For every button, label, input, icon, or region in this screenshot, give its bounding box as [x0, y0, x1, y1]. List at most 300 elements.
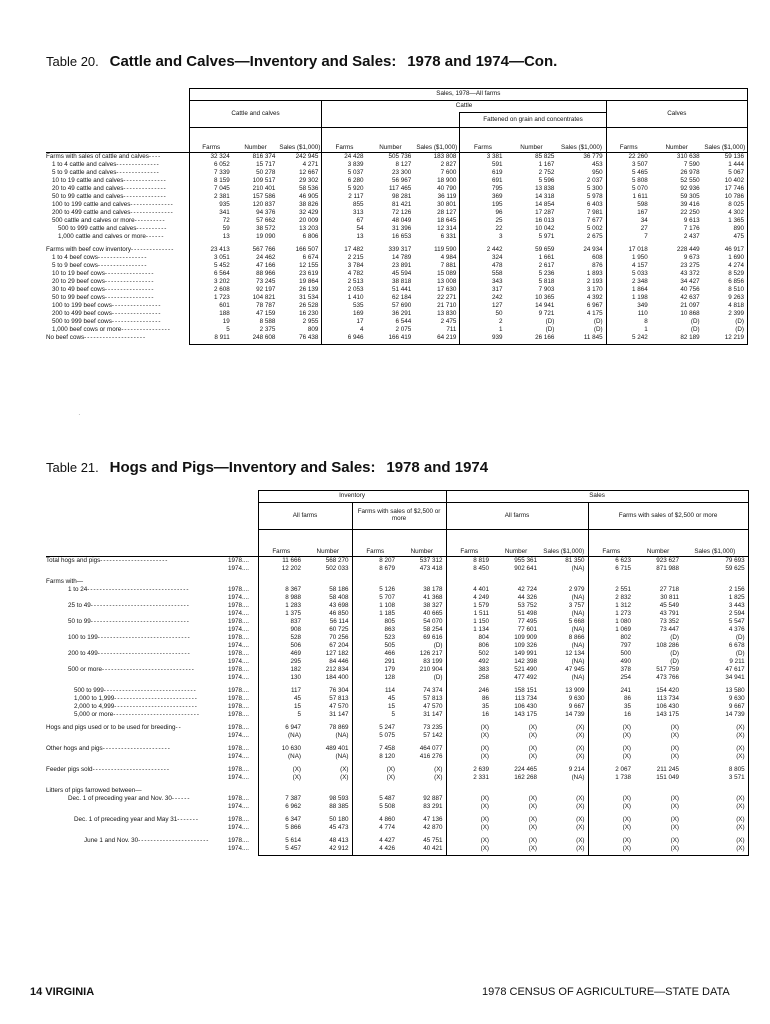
table-cell: 5 126 [352, 586, 398, 594]
table-cell: 8 367 [258, 586, 304, 594]
table-cell: 72 [189, 217, 233, 225]
row-year: 1978.... [228, 710, 250, 718]
table-cell: 4 984 [440, 253, 457, 261]
table-cell: 22 260 [606, 152, 651, 161]
table-cell: 908 [258, 626, 304, 634]
table-cell: 83 291 [423, 802, 443, 810]
table-cell: 6 856 [703, 278, 748, 286]
table-cell: 31 147 [423, 710, 443, 718]
table21-row [46, 674, 748, 682]
table-cell: 47 159 [256, 309, 276, 317]
table-cell [588, 578, 634, 586]
table-cell: 521 490 [514, 665, 538, 673]
table-cell: 34 941 [682, 674, 748, 682]
table-cell: (X) [682, 795, 748, 803]
table-cell: 4 401 [446, 586, 492, 594]
table-cell: 1 [606, 326, 651, 334]
table-cell: 2 639 [446, 766, 492, 774]
table-cell: 114 [352, 687, 398, 695]
table-cell: 182 [258, 666, 304, 674]
table-cell: 1 444 [703, 161, 748, 169]
table-cell: 41 368 [423, 593, 443, 601]
table-cell: 15 [258, 703, 304, 711]
table-cell: 568 270 [325, 556, 349, 564]
table-cell: 13 [322, 233, 367, 241]
table-cell: 113 734 [656, 694, 680, 702]
table-cell: (NA) [335, 731, 349, 739]
table21 [46, 490, 749, 856]
table-cell: 2 348 [606, 278, 651, 286]
table-cell: (X) [576, 794, 585, 802]
table-cell: (X) [670, 723, 680, 731]
table-cell: 45 [258, 695, 304, 703]
table-cell: 119 590 [434, 245, 457, 253]
table-cell: 1 375 [258, 610, 304, 618]
table-cell: 7 [606, 233, 651, 241]
table-cell: 711 [446, 325, 457, 333]
table-cell: (X) [588, 837, 634, 845]
table-cell: 7 981 [586, 208, 603, 216]
table-cell: 154 420 [656, 686, 680, 694]
table-cell: 113 734 [514, 694, 538, 702]
table-cell: 12 314 [437, 224, 457, 232]
table21-row [46, 556, 748, 565]
table-cell: 502 [446, 650, 492, 658]
table-cell [398, 578, 446, 586]
table-cell: 4 175 [586, 309, 603, 317]
table-cell: 2 156 [682, 586, 748, 594]
table-cell: 291 [352, 658, 398, 666]
table-cell: 528 [258, 634, 304, 642]
table-cell: 127 [460, 302, 506, 310]
table-cell: (D) [682, 634, 748, 642]
table-cell: 104 821 [252, 293, 276, 301]
footer-publication: 1978 CENSUS OF AGRICULTURE—STATE DATA [482, 986, 730, 998]
row-label: Farms with beef cow inventory-------------- [46, 245, 175, 253]
table-cell: (X) [576, 844, 585, 852]
table-cell: 475 [703, 233, 748, 241]
table-cell: (X) [528, 744, 538, 752]
table-cell: 1 950 [606, 254, 651, 262]
table-cell: 4 271 [302, 160, 319, 168]
t20-col-sales: Sales ($1,000) [414, 128, 460, 153]
table-cell: 5 075 [352, 732, 398, 740]
table-cell: 57 142 [423, 731, 443, 739]
table-cell: 127 182 [325, 649, 349, 657]
table-cell: 4 157 [606, 262, 651, 270]
table-cell: 59 659 [535, 245, 555, 253]
table21-row [46, 774, 748, 782]
table-cell: (X) [588, 745, 634, 753]
table-cell: 2 437 [683, 232, 700, 240]
table-cell: 59 136 [703, 152, 748, 161]
row-year: 1978.... [228, 686, 250, 694]
table-cell: 16 013 [535, 216, 555, 224]
table21-title-years: 1978 and 1974 [386, 459, 489, 476]
table-cell: 3 051 [189, 254, 233, 262]
table-cell: (X) [528, 802, 538, 810]
table-cell: 591 [460, 161, 506, 169]
table-cell: 923 627 [656, 556, 680, 564]
row-label: 10 to 19 cattle and calves-------------- [52, 176, 167, 184]
t21-col-farms: Farms [258, 530, 304, 557]
table21-row [46, 602, 748, 610]
table-cell: 36 291 [391, 309, 412, 317]
table-cell: 15 [352, 703, 398, 711]
table-cell: 505 736 [388, 152, 412, 160]
table-cell: 57 690 [391, 301, 412, 309]
t21-col-number: Number [634, 530, 682, 557]
table20-row [46, 286, 748, 294]
table-cell: 3 381 [460, 152, 506, 161]
table-cell [446, 578, 492, 586]
row-label: 200 to 499 cattle and calves-------------- [52, 208, 174, 216]
table-cell: (X) [576, 836, 585, 844]
table-cell: 58 254 [423, 625, 443, 633]
table-cell [492, 578, 540, 586]
table-cell: 14 318 [535, 192, 555, 200]
table-cell: 871 988 [656, 564, 680, 572]
table-cell: (NA) [258, 732, 304, 740]
table-cell: (X) [446, 824, 492, 832]
table-cell: 130 [258, 674, 304, 682]
table-cell: 12 219 [703, 334, 748, 342]
table-cell: 57 813 [329, 694, 349, 702]
table20-row [46, 225, 748, 233]
table-cell: 76 438 [299, 333, 319, 341]
row-year: 1978.... [228, 556, 250, 564]
table-cell: 9 214 [568, 765, 585, 773]
table-cell: 1 273 [588, 610, 634, 618]
table-cell: 1 661 [538, 253, 555, 261]
table-cell: (X) [576, 815, 585, 823]
table-cell: 13 838 [535, 184, 555, 192]
table-cell: 517 759 [656, 665, 680, 673]
table-cell: 50 278 [256, 168, 276, 176]
t20-col-sales: Sales ($1,000) [278, 128, 322, 153]
t20-col-number: Number [506, 128, 558, 153]
table-cell: 383 [446, 666, 492, 674]
table-cell: 16 230 [299, 309, 319, 317]
table-cell: (X) [446, 724, 492, 732]
table-cell: 117 465 [388, 184, 412, 192]
table-cell: 6 347 [258, 816, 304, 824]
t21-col-farms: Farms [352, 530, 398, 557]
table-cell: 8 866 [568, 633, 585, 641]
table20-row [46, 185, 748, 193]
table-cell: 1 108 [352, 602, 398, 610]
table-cell: 143 175 [514, 710, 538, 718]
table-cell: 109 326 [514, 641, 538, 649]
table-cell: 9 673 [683, 253, 700, 261]
table-cell: 2 037 [586, 176, 603, 184]
row-label [46, 565, 228, 573]
table21-header-farms-sales: Farms with sales of $2,500 or more [588, 503, 748, 530]
table-cell: 42 637 [680, 293, 700, 301]
table-cell: 38 178 [423, 585, 443, 593]
table-cell: 8 819 [446, 556, 492, 565]
table-cell: 48 049 [391, 216, 412, 224]
table-cell: (X) [340, 765, 349, 773]
table-cell: 2 381 [189, 193, 233, 201]
table-cell: 58 186 [329, 585, 349, 593]
table-cell: 619 [460, 169, 506, 177]
table-cell: 35 [446, 703, 492, 711]
table-cell: 13 [189, 233, 233, 241]
row-label: June 1 and Nov. 30----------------------- [84, 836, 210, 844]
table20-row [46, 254, 748, 262]
table-cell: 36 779 [583, 152, 603, 160]
table-cell: (D) [690, 317, 700, 325]
table-cell: 6 052 [189, 161, 233, 169]
row-label [46, 803, 228, 811]
table-cell: (X) [682, 845, 748, 853]
table-cell: 7 458 [352, 745, 398, 753]
table-cell: 3 [460, 233, 506, 241]
table-cell: 2 067 [588, 766, 634, 774]
table-cell: 2 053 [322, 286, 367, 294]
row-label: 25 to 49-------------------------------- [68, 601, 190, 609]
table21-row [46, 650, 748, 658]
table-cell [492, 787, 540, 795]
table21-row [46, 824, 748, 832]
table20-row [46, 294, 748, 302]
table-cell: 537 312 [419, 556, 443, 564]
table-cell: 6 806 [302, 232, 319, 240]
table-cell: 567 766 [252, 245, 276, 253]
table-cell: (X) [434, 773, 443, 781]
table-cell: 82 189 [680, 333, 700, 341]
table-cell: 876 [592, 261, 603, 269]
table-cell: 9 613 [683, 216, 700, 224]
table21-row [46, 845, 748, 853]
table-cell: 42 724 [517, 585, 538, 593]
table-cell: (X) [576, 744, 585, 752]
table-cell: 1 069 [588, 626, 634, 634]
table-cell: (X) [528, 823, 538, 831]
table21-row [46, 642, 748, 650]
table-cell: 950 [592, 168, 603, 176]
t20-col-farms: Farms [460, 128, 506, 153]
table-cell: 2 551 [588, 586, 634, 594]
table-cell: 59 305 [680, 192, 700, 200]
table-cell: 2 117 [322, 193, 367, 201]
table20-row [46, 233, 748, 241]
table-cell: 295 [258, 658, 304, 666]
table-cell: 23 891 [391, 261, 412, 269]
row-label: Dec. 1 of preceding year and May 31------- [74, 815, 199, 823]
table21-row [46, 565, 748, 573]
table-cell: 464 077 [419, 744, 443, 752]
row-label: 1 to 4 cattle and calves-------------- [52, 160, 160, 168]
table-cell: (X) [682, 732, 748, 740]
table-cell: 7 590 [683, 160, 700, 168]
table-cell: 13 830 [437, 309, 457, 317]
row-year: 1978.... [228, 633, 250, 641]
table-cell: (NA) [571, 657, 585, 665]
table21-row [46, 618, 748, 626]
table-cell: 6 947 [258, 724, 304, 732]
table-cell: 53 752 [517, 601, 538, 609]
table-cell [446, 787, 492, 795]
table-cell: 46 850 [329, 609, 349, 617]
table-cell: 22 271 [437, 293, 457, 301]
table21-row [46, 787, 748, 795]
table-cell: 5 596 [538, 176, 555, 184]
row-year: 1974.... [228, 731, 250, 739]
row-label: 20 to 29 beef cows---------------- [52, 277, 155, 285]
table-cell: (X) [670, 744, 680, 752]
row-label: 50 to 99-------------------------------- [68, 617, 190, 625]
table-cell: 52 550 [680, 176, 700, 184]
table-cell: 19 [189, 318, 233, 326]
table-cell: 26 139 [299, 285, 319, 293]
table-cell: 902 641 [514, 564, 538, 572]
table-cell: 162 268 [514, 773, 538, 781]
table-cell: 28 127 [437, 208, 457, 216]
table-cell: 34 427 [680, 277, 700, 285]
table-cell: 73 447 [659, 625, 680, 633]
table-cell: 74 374 [423, 686, 443, 694]
table-cell: (X) [576, 731, 585, 739]
table-cell: 56 114 [329, 617, 349, 625]
table20-row [46, 270, 748, 278]
table-cell: 43 372 [680, 269, 700, 277]
table-cell: (X) [576, 723, 585, 731]
table21-row [46, 578, 748, 586]
row-label: 1 to 24--------------------------------- [68, 585, 190, 593]
table-cell: 5 614 [258, 837, 304, 845]
table-cell: (X) [670, 836, 680, 844]
table20-row [46, 310, 748, 318]
table-cell: 939 [460, 334, 506, 342]
table-cell: (NA) [571, 564, 585, 572]
table-cell: 14 854 [535, 200, 555, 208]
table-cell: (X) [670, 752, 680, 760]
table-cell: 59 625 [682, 565, 748, 573]
table-cell: 64 219 [437, 333, 457, 341]
table-cell: 142 398 [514, 657, 538, 665]
table-cell: 9 721 [538, 309, 555, 317]
table-cell: 4 860 [352, 816, 398, 824]
table-cell: 24 428 [322, 152, 367, 161]
table-cell: 9 667 [568, 702, 585, 710]
table-cell: 8 207 [352, 556, 398, 565]
table-cell: 9 630 [682, 695, 748, 703]
table-cell: 19 090 [256, 232, 276, 240]
table-cell: 837 [258, 618, 304, 626]
row-year: 1974.... [228, 823, 250, 831]
table-cell: 523 [352, 634, 398, 642]
table-cell: 17 482 [322, 246, 367, 254]
table21-row [46, 837, 748, 845]
table-cell: 27 [606, 225, 651, 233]
table20-title-main: Cattle and Calves—Inventory and Sales: [109, 53, 397, 70]
table21-row [46, 666, 748, 674]
row-year [228, 787, 258, 795]
table-cell: 19 864 [299, 277, 319, 285]
table-cell: 248 608 [252, 333, 276, 341]
table-cell: (X) [446, 795, 492, 803]
table-cell: 242 945 [295, 152, 319, 160]
table-cell: 20 009 [299, 216, 319, 224]
table-cell: 809 [307, 325, 319, 333]
row-label: 2,000 to 4,999--------------------------- [74, 702, 198, 710]
row-label: 50 to 99 beef cows---------------- [52, 293, 155, 301]
table-cell: 4 427 [352, 837, 398, 845]
table-cell: 86 [588, 695, 634, 703]
table-cell: 5 247 [352, 724, 398, 732]
table21-row [46, 658, 748, 666]
table-cell: 490 [588, 658, 634, 666]
table-cell: 1 198 [606, 294, 651, 302]
table21-row [46, 610, 748, 618]
table-cell: 69 616 [423, 633, 443, 641]
row-label: 20 to 49 cattle and calves-------------- [52, 184, 167, 192]
table-cell: 98 281 [391, 192, 412, 200]
table-cell: 17 746 [703, 185, 748, 193]
table-cell: 34 [606, 217, 651, 225]
table-cell: 157 586 [252, 192, 276, 200]
table-cell: (X) [352, 766, 398, 774]
table-cell: (D) [703, 318, 748, 326]
table-cell: (X) [588, 732, 634, 740]
table-cell: 14 739 [565, 710, 585, 718]
table-cell: 14 941 [535, 301, 555, 309]
table-cell: 26 528 [299, 301, 319, 309]
row-year: 1974.... [228, 641, 250, 649]
table-cell: (NA) [571, 773, 585, 781]
table-cell: 47 617 [682, 666, 748, 674]
t21-col-sales: Sales ($1,000) [682, 530, 748, 557]
table-cell: 17 [322, 318, 367, 326]
table-cell: 7 677 [586, 216, 603, 224]
table20-row [46, 169, 748, 177]
table-cell: 4 [322, 326, 367, 334]
t20-col-sales: Sales ($1,000) [703, 128, 748, 153]
table-cell: 16 [588, 711, 634, 719]
table-cell: (X) [682, 837, 748, 845]
table-cell: 5 067 [703, 169, 748, 177]
table-cell: 85 825 [535, 152, 555, 160]
row-label: 100 to 199 cattle and calves-------------- [52, 200, 174, 208]
table-cell: 478 [460, 262, 506, 270]
table-cell: 57 813 [423, 694, 443, 702]
table-cell: (X) [446, 837, 492, 845]
table-cell: (X) [670, 844, 680, 852]
table-cell: 166 507 [295, 245, 319, 253]
table-cell: 70 256 [329, 633, 349, 641]
table-cell: 31 147 [329, 710, 349, 718]
table-cell: 6 623 [588, 556, 634, 565]
table-cell: (X) [446, 732, 492, 740]
table-cell: (X) [682, 753, 748, 761]
table-cell: (X) [446, 745, 492, 753]
table-cell: (X) [576, 752, 585, 760]
table-cell: 2 [460, 318, 506, 326]
table-cell: 73 235 [423, 723, 443, 731]
table-cell: 506 [258, 642, 304, 650]
table-cell: (X) [588, 824, 634, 832]
t21-col-farms: Farms [588, 530, 634, 557]
table-cell: 598 [606, 201, 651, 209]
table-cell: 224 465 [514, 765, 538, 773]
table-cell: 17 630 [437, 285, 457, 293]
table-cell: 416 276 [419, 752, 443, 760]
table-cell: (D) [593, 325, 603, 333]
table-cell: 35 [588, 703, 634, 711]
table-cell: 13 909 [565, 686, 585, 694]
